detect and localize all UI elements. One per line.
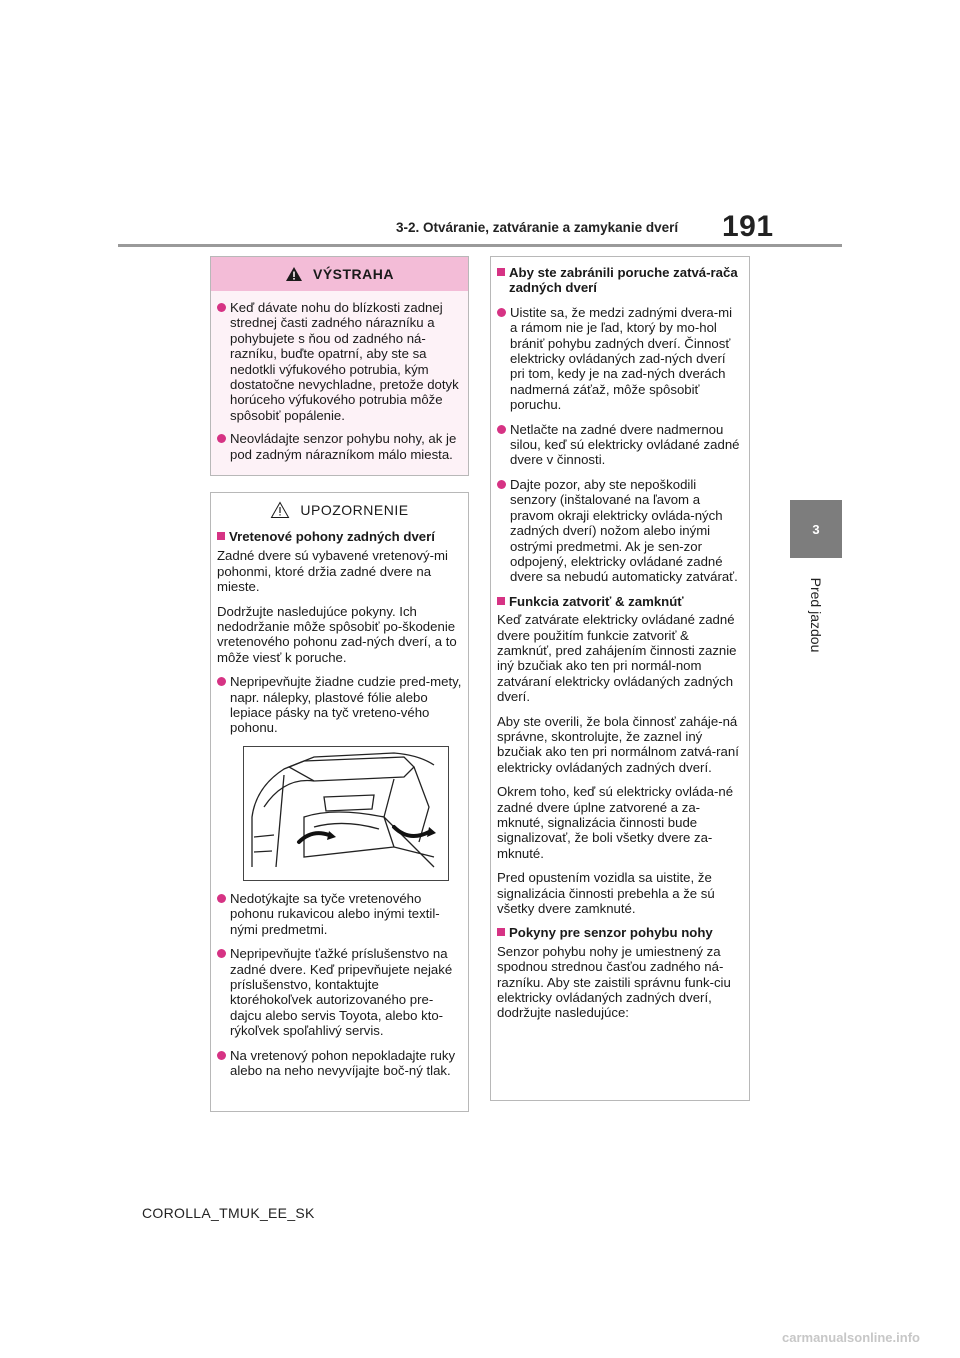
section-title: 3-2. Otváranie, zatváranie a zamykanie dverí [396,220,679,235]
right-heading: Pokyny pre senzor pohybu nohy [497,925,743,940]
caution-triangle-icon [270,501,290,519]
chapter-label [770,570,862,660]
right-paragraph: Pred opustením vozidla sa uistite, že signalizácia činnosti prebehla a že sú všetky dvere zamknuté. [497,870,715,917]
right-paragraph: Keď zatvárate elektricky ovládané zadné dvere použitím funkcie zatvoriť & zamknúť, pred zahájením činnosti zaznie iný bzučiak ako ten pri normál-nom zatváraní elektricky ovládaných zadných dverí. [497,612,737,705]
tailgate-strut-image [244,747,448,880]
caution-header [211,493,468,527]
warning-item: Neovládajte senzor pohybu nohy, ak je pod zadným nárazníkom málo miesta. [217,431,462,462]
caution-item: Nepripevňujte ťažké príslušenstvo na zadné dvere. Keď pripevňujete nejaké príslušenstvo, kontaktujte ktoréhokoľvek autorizovaného pre-dajcu alebo servis Toyota, alebo kto-rýkoľvek spoľahlivý servis. [217,946,462,1038]
right-info-box [490,256,750,1101]
warning-box [210,256,469,476]
chapter-number: 3 [812,521,820,537]
chapter-tab [790,500,842,558]
caution-item: Nepripevňujte žiadne cudzie pred-mety, napr. nálepky, plastové fólie alebo lepiace pásky na tyč vreteno-vého pohonu. [217,674,462,736]
footer-code: COROLLA_TMUK_EE_SK [142,1205,315,1221]
warning-triangle-icon [285,266,303,282]
tailgate-illustration [243,746,449,881]
chapter-label-text: Pred jazdou [808,577,824,653]
right-heading: Funkcia zatvoriť & zamknúť [497,594,743,609]
right-heading: Aby ste zabránili poruche zatvá-rača zadných dverí [497,265,743,296]
page-number: 191 [722,210,774,243]
right-item: Uistite sa, že medzi zadnými dvera-mi a rámom nie je ľad, ktorý by mo-hol brániť pohybu zadných dverí. Činnosť elektricky ovládaných zad-ných dverí pri tom, kedy je na zad-ných dverách nadmerná záťaž, môže spôsobiť poruchu. [497,305,743,413]
warning-title: VÝSTRAHA [312,266,394,282]
caution-item: Nedotýkajte sa tyče vretenového pohonu rukavicou alebo inými textil-nými predmetmi. [217,891,462,937]
warning-header [211,257,468,291]
right-paragraph: Okrem toho, keď sú elektricky ovláda-né zadné dvere úplne zatvorené a za-mknuté, signalizácia činnosti bude signalizovať, že boli všetky dvere za-mknuté. [497,784,734,861]
caution-section-heading: Vretenové pohony zadných dverí [217,529,462,544]
right-item: Dajte pozor, aby ste nepoškodili senzory (inštalované na ľavom a pravom okraji elektricky ovláda-ných zadných dverí) nožom alebo inými ostrými predmetmi. Ak je sen-zor odpojený, elektricky ovládané zadné dvere sa nebudú automaticky zatvárať. [497,477,743,585]
right-paragraph: Aby ste overili, že bola činnosť zaháje-ná správne, skontrolujte, že zaznel iný bzučiak ako ten pri normálnom zatvá-raní elektricky ovládaných zadných dverí. [497,713,739,775]
header-rule [118,244,842,247]
right-item: Netlačte na zadné dvere nadmernou silou, keď sú elektricky ovládané zadné dvere v činnosti. [497,422,743,468]
caution-title: UPOZORNENIE [300,502,409,518]
caution-paragraph: Zadné dvere sú vybavené vretenový-mi pohonmi, ktoré držia zadné dvere na mieste. [217,548,448,595]
caution-box [210,492,469,1112]
watermark: carmanualsonline.info [782,1330,920,1345]
caution-item: Na vretenový pohon nepokladajte ruky alebo na neho nevyvíjajte boč-ný tlak. [217,1048,462,1079]
caution-paragraph: Dodržujte nasledujúce pokyny. Ich nedodržanie môže spôsobiť po-škodenie vretenového pohonu zad-ných dverí, a to môže viesť k poruche. [217,603,457,665]
warning-item: Keď dávate nohu do blízkosti zadnej strednej časti zadného nárazníku a pohybujete s ňou od zadného ná-razníku, buďte opatrní, aby ste sa nedotkli výfukového potrubia, kým dostatočne nevychladne, pretože dotyk horúceho výfukového potrubia môže spôsobiť popálenie. [217,300,462,423]
right-paragraph: Senzor pohybu nohy je umiestnený za spodnou strednou časťou zadného ná-razníku. Aby ste zaistili správnu funk-ciu elektricky ovládaných zadných dverí, dodržujte nasledujúce: [497,943,731,1021]
